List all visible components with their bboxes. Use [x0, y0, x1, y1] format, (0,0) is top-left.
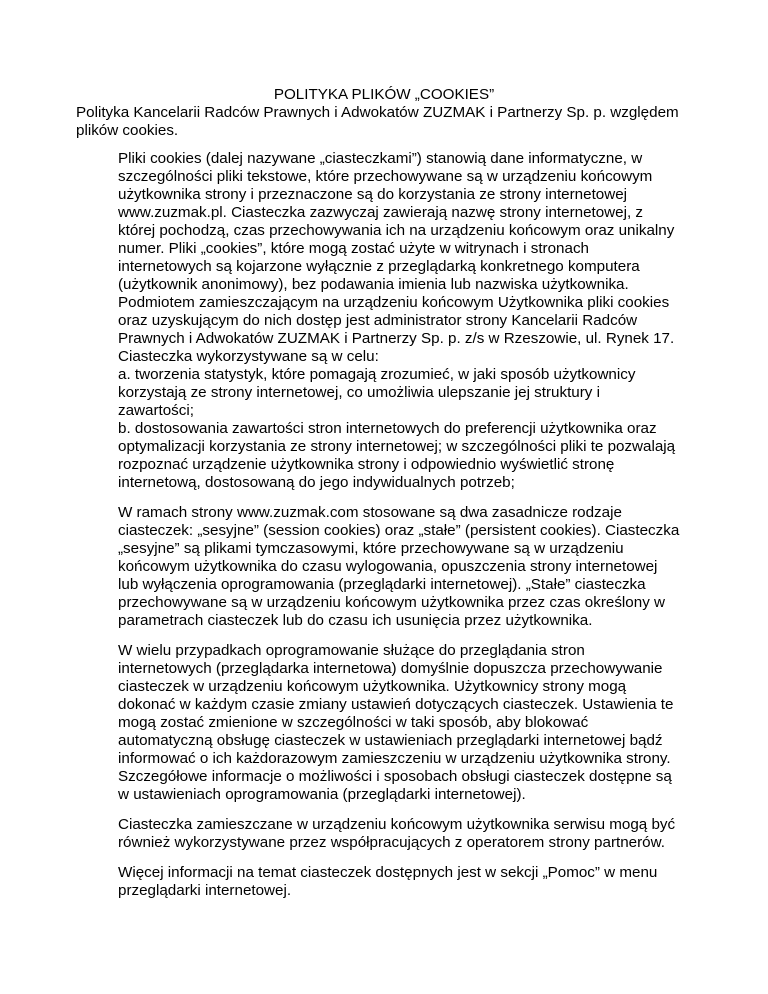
paragraph-more-info — [118, 864, 716, 900]
paragraph-line: ciasteczek w urządzeniu końcowym użytkownika. Użytkownicy strony mogą — [118, 678, 627, 695]
paragraph-line: b. dostosowania zawartości stron internetowych do preferencji użytkownika oraz — [118, 420, 657, 437]
paragraph-line: również wykorzystywane przez współpracujących z operatorem strony partnerów. — [118, 834, 665, 851]
paragraph-line: rozpoznać urządzenie użytkownika strony i odpowiednio wyświetlić stronę — [118, 456, 615, 473]
paragraph-line: szczególności pliki tekstowe, które przechowywane są w urządzeniu końcowym — [118, 168, 653, 185]
paragraph-line: końcowym użytkownika do czasu wylogowania, opuszczenia strony internetowej — [118, 558, 658, 575]
paragraph-line: użytkownika strony i przeznaczone są do korzystania ze strony internetowej — [118, 186, 628, 203]
document-body — [118, 150, 716, 912]
paragraph-line: dokonać w każdym czasie zmiany ustawień dotyczących ciasteczek. Ustawienia te — [118, 696, 674, 713]
paragraph-partners — [118, 816, 716, 852]
paragraph-line: Szczegółowe informacje o możliwości i sposobach obsługi ciasteczek dostępne są — [118, 768, 672, 785]
paragraph-line: lub wyłączenia oprogramowania (przeglądarki internetowej). „Stałe” ciasteczka — [118, 576, 646, 593]
paragraph-line: (użytkownik anonimowy), bez podawania imienia lub nazwiska użytkownika. — [118, 276, 629, 293]
paragraph-line: „sesyjne” są plikami tymczasowymi, które przechowywane są w urządzeniu — [118, 540, 624, 557]
paragraph-line: przeglądarki internetowej. — [118, 882, 292, 899]
paragraph-line: optymalizacji korzystania ze strony internetowej; w szczególności pliki te pozwalają — [118, 438, 676, 455]
paragraph-line: www.zuzmak.pl. Ciasteczka zazwyczaj zawierają nazwę strony internetowej, z — [118, 204, 644, 221]
paragraph-line: Ciasteczka wykorzystywane są w celu: — [118, 348, 379, 365]
paragraph-line: oraz uzyskującym do nich dostęp jest administrator strony Kancelarii Radców — [118, 312, 638, 329]
paragraph-line: parametrach ciasteczek lub do czasu ich usunięcia przez użytkownika. — [118, 612, 593, 629]
subtitle-line: Polityka Kancelarii Radców Prawnych i Adwokatów ZUZMAK i Partnerzy Sp. p. względem — [76, 104, 679, 121]
paragraph-line: internetowych (przeglądarka internetowa) domyślnie dopuszcza przechowywanie — [118, 660, 663, 677]
paragraph-line: w ustawieniach oprogramowania (przeglądarki internetowej). — [118, 786, 526, 803]
paragraph-line: informować o ich każdorazowym zamieszczeniu w urządzeniu użytkownika strony. — [118, 750, 671, 767]
paragraph-line: której pochodzą, czas przechowywania ich na urządzeniu końcowym oraz unikalny — [118, 222, 675, 239]
paragraph-line: korzystają ze strony internetowej, co umożliwia ulepszanie jej struktury i — [118, 384, 600, 401]
paragraph-cookie-types — [118, 504, 716, 630]
paragraph-line: Podmiotem zamieszczającym na urządzeniu końcowym Użytkownika pliki cookies — [118, 294, 670, 311]
paragraph-line: W ramach strony www.zuzmak.com stosowane są dwa zasadnicze rodzaje — [118, 504, 622, 521]
paragraph-line: Więcej informacji na temat ciasteczek dostępnych jest w sekcji „Pomoc” w menu — [118, 864, 658, 881]
paragraph-browser-settings — [118, 642, 716, 804]
paragraph-line: ciasteczek: „sesyjne” (session cookies) oraz „stałe” (persistent cookies). Ciasteczka — [118, 522, 680, 539]
paragraph-line: zawartości; — [118, 402, 194, 419]
paragraph-line: mogą zostać zmienione w szczególności w taki sposób, aby blokować — [118, 714, 589, 731]
paragraph-line: Pliki cookies (dalej nazywane „ciasteczkami”) stanowią dane informatyczne, w — [118, 150, 643, 167]
paragraph-cookies-definition — [118, 150, 716, 492]
paragraph-line: internetowych są kojarzone wyłącznie z przeglądarką konkretnego komputera — [118, 258, 640, 275]
subtitle-line: plików cookies. — [76, 122, 179, 139]
paragraph-line: Prawnych i Adwokatów ZUZMAK i Partnerzy Sp. p. z/s w Rzeszowie, ul. Rynek 17. — [118, 330, 675, 347]
paragraph-line: przechowywane są w urządzeniu końcowym użytkownika przez czas określony w — [118, 594, 665, 611]
document-title: POLITYKA PLIKÓW „COOKIES” — [273, 86, 495, 103]
paragraph-line: numer. Pliki „cookies”, które mogą zostać użyte w witrynach i stronach — [118, 240, 589, 257]
paragraph-line: a. tworzenia statystyk, które pomagają zrozumieć, w jaki sposób użytkownicy — [118, 366, 636, 383]
paragraph-line: Ciasteczka zamieszczane w urządzeniu końcowym użytkownika serwisu mogą być — [118, 816, 676, 833]
paragraph-line: W wielu przypadkach oprogramowanie służące do przeglądania stron — [118, 642, 585, 659]
paragraph-line: internetową, dostosowaną do jego indywidualnych potrzeb; — [118, 474, 515, 491]
document-subtitle — [76, 104, 716, 140]
paragraph-line: automatyczną obsługę ciasteczek w ustawieniach przeglądarki internetowej bądź — [118, 732, 663, 749]
